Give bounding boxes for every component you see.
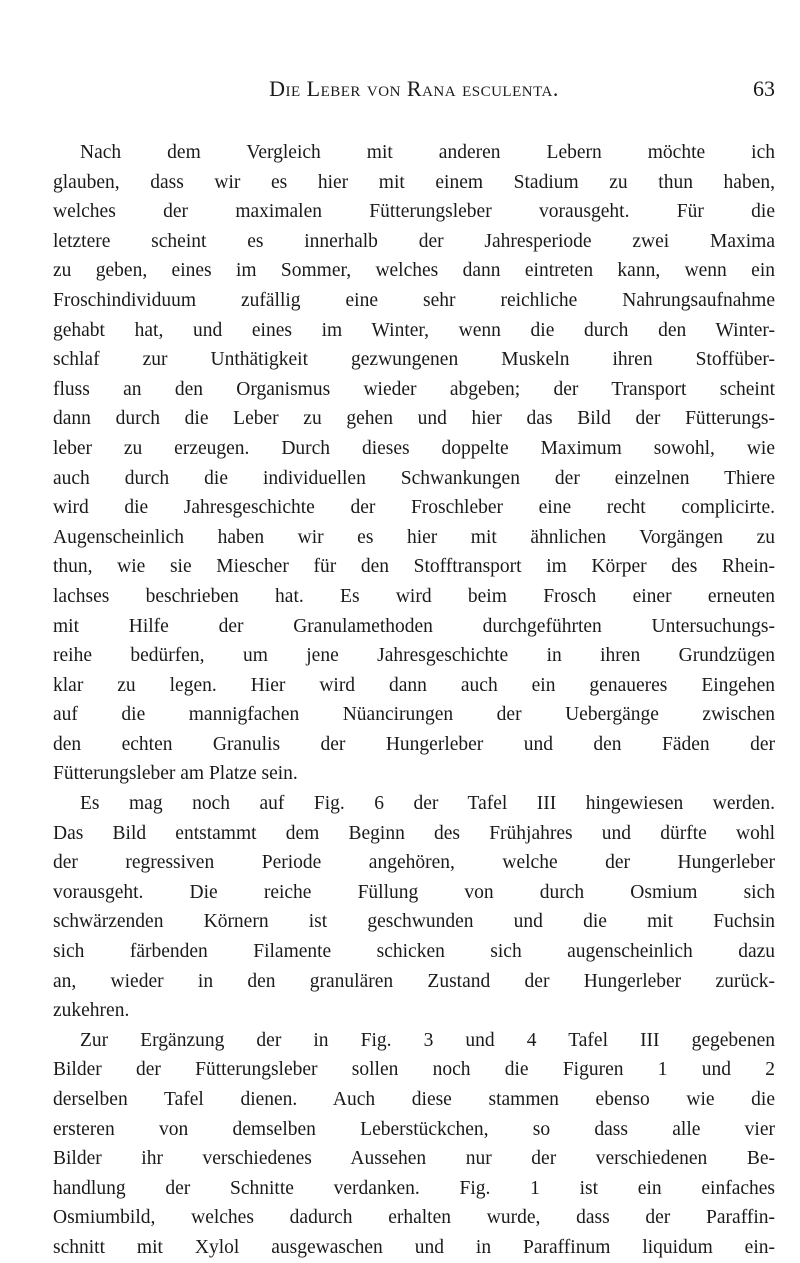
text-line: glauben, dass wir es hier mit einem Stadium zu thun haben, [53,171,775,193]
text-line: zu geben, eines im Sommer, welches dann eintreten kann, wenn ein [53,260,775,282]
text-line: derselben Tafel dienen. Auch diese stammen ebenso wie die [53,1089,775,1110]
text-line: der regressiven Periode angehören, welche der Hungerleber [53,852,775,874]
text-line: reihe bedürfen, um jene Jahresgeschichte in ihren Grundzügen [53,645,775,667]
book-page [53,76,775,1263]
text-line: Es mag noch auf Fig. 6 der Tafel III hingewiesen werden. [80,793,775,815]
text-line: Nach dem Vergleich mit anderen Lebern möchte ich [80,142,775,163]
text-line: dann durch die Leber zu gehen und hier das Bild der Fütterungs- [53,408,775,430]
text-line: vorausgeht. Die reiche Füllung von durch Osmium sich [53,881,775,903]
body-text [53,138,775,1263]
text-line: schwärzenden Körnern ist geschwunden und die mit Fuchsin [53,911,775,933]
text-line: gehabt hat, und eines im Winter, wenn die durch den Winter- [53,319,775,341]
text-line: klar zu legen. Hier wird dann auch ein genaueres Eingehen [53,674,775,696]
text-line: Osmiumbild, welches dadurch erhalten wurde, dass der Paraffin- [53,1207,775,1229]
running-title: Die Leber von Rana esculenta. [269,76,559,101]
text-line: thun, wie sie Miescher für den Stofftransport im Körper des Rhein- [53,556,775,578]
text-line: den echten Granulis der Hungerleber und den Fäden der [53,733,775,755]
page-header [53,76,775,116]
text-line: zukehren. [53,1000,130,1022]
text-line: ersteren von demselben Leberstückchen, so dass alle vier [53,1118,775,1140]
text-line: Froschindividuum zufällig eine sehr reichliche Nahrungsaufnahme [53,289,775,311]
page-number: 63 [753,76,775,101]
text-line: Zur Ergänzung der in Fig. 3 und 4 Tafel III gegebenen [80,1029,775,1051]
text-line: schnitt mit Xylol ausgewaschen und in Paraffinum liquidum ein- [53,1236,775,1258]
text-line: letztere scheint es innerhalb der Jahresperiode zwei Maxima [53,230,775,252]
text-line: sich färbenden Filamente schicken sich augenscheinlich dazu [53,941,775,963]
text-line: Bilder der Fütterungsleber sollen noch die Figuren 1 und 2 [53,1059,775,1081]
text-line: fluss an den Organismus wieder abgeben; der Transport scheint [53,378,775,400]
text-line: wird die Jahresgeschichte der Froschleber eine recht complicirte. [53,497,775,519]
text-line: an, wieder in den granulären Zustand der Hungerleber zurück- [53,970,775,992]
text-line: handlung der Schnitte verdanken. Fig. 1 ist ein einfaches [53,1177,775,1199]
text-line: Das Bild entstammt dem Beginn des Frühjahres und dürfte wohl [53,822,775,844]
text-line: auch durch die individuellen Schwankungen der einzelnen Thiere [53,467,775,489]
text-line: schlaf zur Unthätigkeit gezwungenen Muskeln ihren Stoffüber- [53,349,775,371]
text-line: mit Hilfe der Granulamethoden durchgeführten Untersuchungs- [53,615,775,637]
text-line: Fütterungsleber am Platze sein. [53,763,298,785]
text-line: Bilder ihr verschiedenes Aussehen nur der verschiedenen Be- [53,1148,775,1170]
text-line: lachses beschrieben hat. Es wird beim Frosch einer erneuten [53,585,775,607]
text-line: auf die mannigfachen Nüancirungen der Uebergänge zwischen [53,704,775,726]
text-line: leber zu erzeugen. Durch dieses doppelte Maximum sowohl, wie [53,437,775,459]
text-line: welches der maximalen Fütterungsleber vorausgeht. Für die [53,201,775,223]
text-line: Augenscheinlich haben wir es hier mit ähnlichen Vorgängen zu [53,526,775,548]
